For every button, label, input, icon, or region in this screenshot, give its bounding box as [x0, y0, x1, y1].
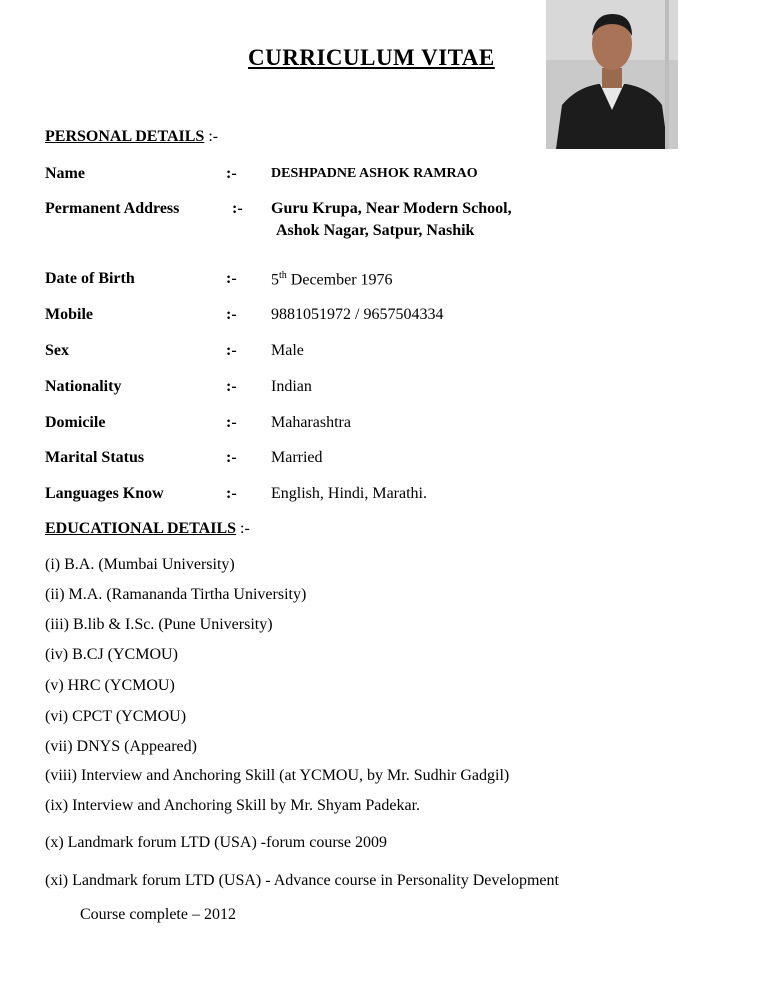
- dob-label: Date of Birth: [45, 270, 135, 287]
- education-item: (i) B.A. (Mumbai University): [45, 556, 235, 573]
- dob-value: [271, 270, 393, 289]
- nationality-separator: :-: [226, 378, 237, 395]
- languages-label: Languages Know: [45, 485, 164, 502]
- education-item: (x) Landmark forum LTD (USA) -forum course 2009: [45, 834, 387, 851]
- profile-photo: [546, 0, 678, 149]
- domicile-label: Domicile: [45, 414, 106, 431]
- education-item: (ii) M.A. (Ramananda Tirtha University): [45, 586, 307, 603]
- name-separator: :-: [226, 165, 237, 182]
- address-line2: Ashok Nagar, Satpur, Nashik: [276, 222, 475, 239]
- domicile-value: Maharashtra: [271, 414, 351, 431]
- address-line1: Guru Krupa, Near Modern School,: [271, 200, 512, 217]
- personal-details-heading-text: PERSONAL DETAILS: [45, 128, 205, 145]
- mobile-separator: :-: [226, 306, 237, 323]
- personal-details-heading: [45, 128, 218, 146]
- marital-status-value: Married: [271, 449, 323, 466]
- marital-status-separator: :-: [226, 449, 237, 466]
- education-item: (viii) Interview and Anchoring Skill (at YCMOU, by Mr. Sudhir Gadgil): [45, 767, 510, 784]
- name-value: DESHPADNE ASHOK RAMRAO: [271, 166, 478, 181]
- personal-details-heading-suffix: :-: [204, 128, 219, 145]
- dob-separator: :-: [226, 270, 237, 287]
- dob-rest: December 1976: [286, 271, 393, 289]
- education-item: (vii) DNYS (Appeared): [45, 738, 197, 755]
- address-label: Permanent Address: [45, 200, 180, 217]
- sex-value: Male: [271, 342, 304, 359]
- page-title: CURRICULUM VITAE: [248, 45, 495, 70]
- educational-details-heading: [45, 520, 250, 538]
- education-item: (xi) Landmark forum LTD (USA) - Advance course in Personality Development: [45, 872, 559, 889]
- mobile-label: Mobile: [45, 306, 93, 323]
- education-item: (iv) B.CJ (YCMOU): [45, 646, 178, 663]
- education-item: (v) HRC (YCMOU): [45, 677, 175, 694]
- nationality-label: Nationality: [45, 378, 122, 395]
- marital-status-label: Marital Status: [45, 449, 145, 466]
- dob-day: 5: [271, 271, 279, 289]
- nationality-value: Indian: [271, 378, 312, 395]
- person-portrait-icon: [546, 0, 678, 149]
- dob-suffix: th: [279, 270, 287, 281]
- educational-details-heading-text: EDUCATIONAL DETAILS: [45, 520, 237, 537]
- sex-separator: :-: [226, 342, 237, 359]
- education-item-continuation: Course complete – 2012: [80, 906, 236, 923]
- mobile-value: 9881051972 / 9657504334: [271, 306, 444, 323]
- educational-details-heading-suffix: :-: [236, 520, 250, 537]
- name-label: Name: [45, 165, 85, 182]
- languages-value: English, Hindi, Marathi.: [271, 485, 427, 502]
- domicile-separator: :-: [226, 414, 237, 431]
- education-item: (ix) Interview and Anchoring Skill by Mr. Shyam Padekar.: [45, 797, 421, 814]
- languages-separator: :-: [226, 485, 237, 502]
- sex-label: Sex: [45, 342, 69, 359]
- education-item: (vi) CPCT (YCMOU): [45, 708, 187, 725]
- address-separator: :-: [232, 200, 243, 217]
- education-item: (iii) B.lib & I.Sc. (Pune University): [45, 616, 273, 633]
